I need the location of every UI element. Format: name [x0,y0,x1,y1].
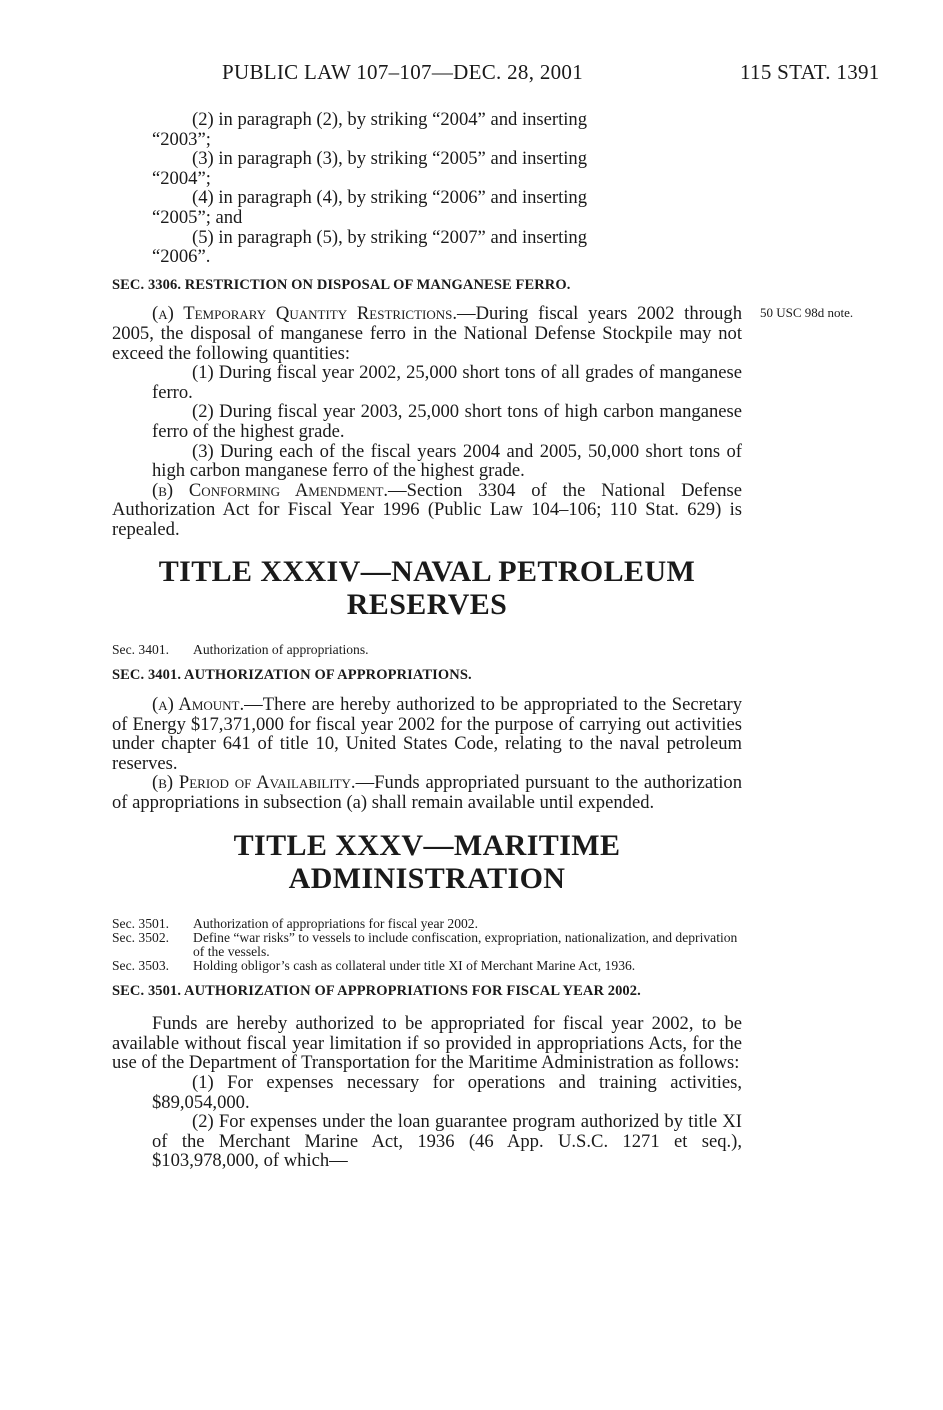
title-xxxiv-line2: RESERVES [346,588,508,622]
section-heading-3306: SEC. 3306. RESTRICTION ON DISPOSAL OF MANGANESE FERRO. [112,276,571,293]
amendment-item-cont: “2006”. [152,246,211,268]
table-of-contents-xxxiv [112,643,742,657]
toc-section-title: Define “war risks” to vessels to include confiscation, expropriation, nationalization, and deprivation of the vessels. [193,929,738,959]
quantity-item: (1) During fiscal year 2002, 25,000 short tons of all grades of manganese ferro. [152,362,742,403]
toc-section-title: Authorization of appropriations. [193,642,369,658]
margin-note: 50 USC 98d note. [760,305,854,320]
subsection-b-text: —Funds appropriated pursuant to the authorization of appropriations in subsection (a) shall remain available until expended. [112,772,742,814]
subsection-a [112,695,742,773]
amendment-list [112,110,742,267]
toc-section-title: Authorization of appropriations for fiscal year 2002. [193,915,479,931]
toc-section-title: Holding obligor’s cash as collateral under title XI of Merchant Marine Act, 1936. [193,957,636,973]
toc-section-number: Sec. 3401. [112,642,170,658]
title-xxxv [112,829,742,895]
body-text [112,110,742,1171]
title-xxxv-line1: TITLE XXXV—MARITIME [233,828,621,862]
amendment-item-cont: “2004”; [152,167,211,189]
toc-section-number: Sec. 3501. [112,915,170,931]
section-intro: Funds are hereby authorized to be appropriated for fiscal year 2002, to be available without fiscal year limitation if so provided in appropriations Acts, for the use of the Department of Transportation for the Maritime Administration as follows: [112,1013,742,1074]
toc-row [112,959,742,973]
title-xxxiv [112,555,742,621]
title-xxxv-line2: ADMINISTRATION [288,861,566,895]
toc-row [112,643,742,657]
subsection-b [112,773,742,812]
subsection-b-label: (b) Period of Availability. [152,772,356,794]
section-heading-3401: SEC. 3401. AUTHORIZATION OF APPROPRIATIONS. [112,667,472,684]
table-of-contents-xxxv [112,917,742,973]
amendment-item: (3) in paragraph (3), by striking “2005” and inserting [192,148,588,170]
quantity-item: (2) During fiscal year 2003, 25,000 short tons of high carbon manganese ferro of the highest grade. [152,401,742,442]
appropriation-item: (2) For expenses under the loan guarantee program authorized by title XI of the Merchant Marine Act, 1936 (46 App. U.S.C. 1271 et seq.), $103,978,000, of which— [152,1111,742,1172]
toc-section-number: Sec. 3502. [112,929,170,945]
amendment-item-cont: “2005”; and [152,206,243,228]
toc-row [112,931,742,959]
section-heading-3501: SEC. 3501. AUTHORIZATION OF APPROPRIATIONS FOR FISCAL YEAR 2002. [112,982,641,999]
subsection-b-label: (b) Conforming Amendment. [152,479,389,501]
header-citation: PUBLIC LAW 107–107—DEC. 28, 2001 [222,60,584,84]
subsection-a-text: —There are hereby authorized to be appropriated to the Secretary of Energy $17,371,000 for fiscal year 2002 for the purpose of carrying out activities under chapter 641 of title 10, United States Code, relating to the naval petroleum reserves. [112,694,742,774]
toc-section-number: Sec. 3503. [112,957,170,973]
appropriation-item: (1) For expenses necessary for operations and training activities, $89,054,000. [152,1072,742,1113]
amendment-item-cont: “2003”; [152,128,211,150]
amendment-item: (4) in paragraph (4), by striking “2006” and inserting [192,187,588,209]
quantity-item: (3) During each of the fiscal years 2004 and 2005, 50,000 short tons of high carbon manganese ferro of the highest grade. [152,440,742,482]
title-xxxiv-line1: TITLE XXXIV—NAVAL PETROLEUM [158,555,696,589]
amendment-item: (5) in paragraph (5), by striking “2007” and inserting [192,226,588,248]
page-header [0,60,943,90]
subsection-b [112,481,742,540]
subsection-a-label: (a) Amount. [152,694,245,716]
amendment-item: (2) in paragraph (2), by striking “2004” and inserting [192,109,588,130]
subsection-b-text: —Section 3304 of the National Defense Authorization Act for Fiscal Year 1996 (Public Law 104–106; 110 Stat. 629) is repealed. [112,479,742,540]
subsection-a-text: —During fiscal years 2002 through 2005, the disposal of manganese ferro in the National Defense Stockpile may not exceed the following quantities: [112,303,743,364]
subsection-a [112,304,742,363]
header-stat-page: 115 STAT. 1391 [740,60,880,84]
toc-row [112,917,742,931]
subsection-a-label: (a) Temporary Quantity Restrictions. [152,303,458,325]
